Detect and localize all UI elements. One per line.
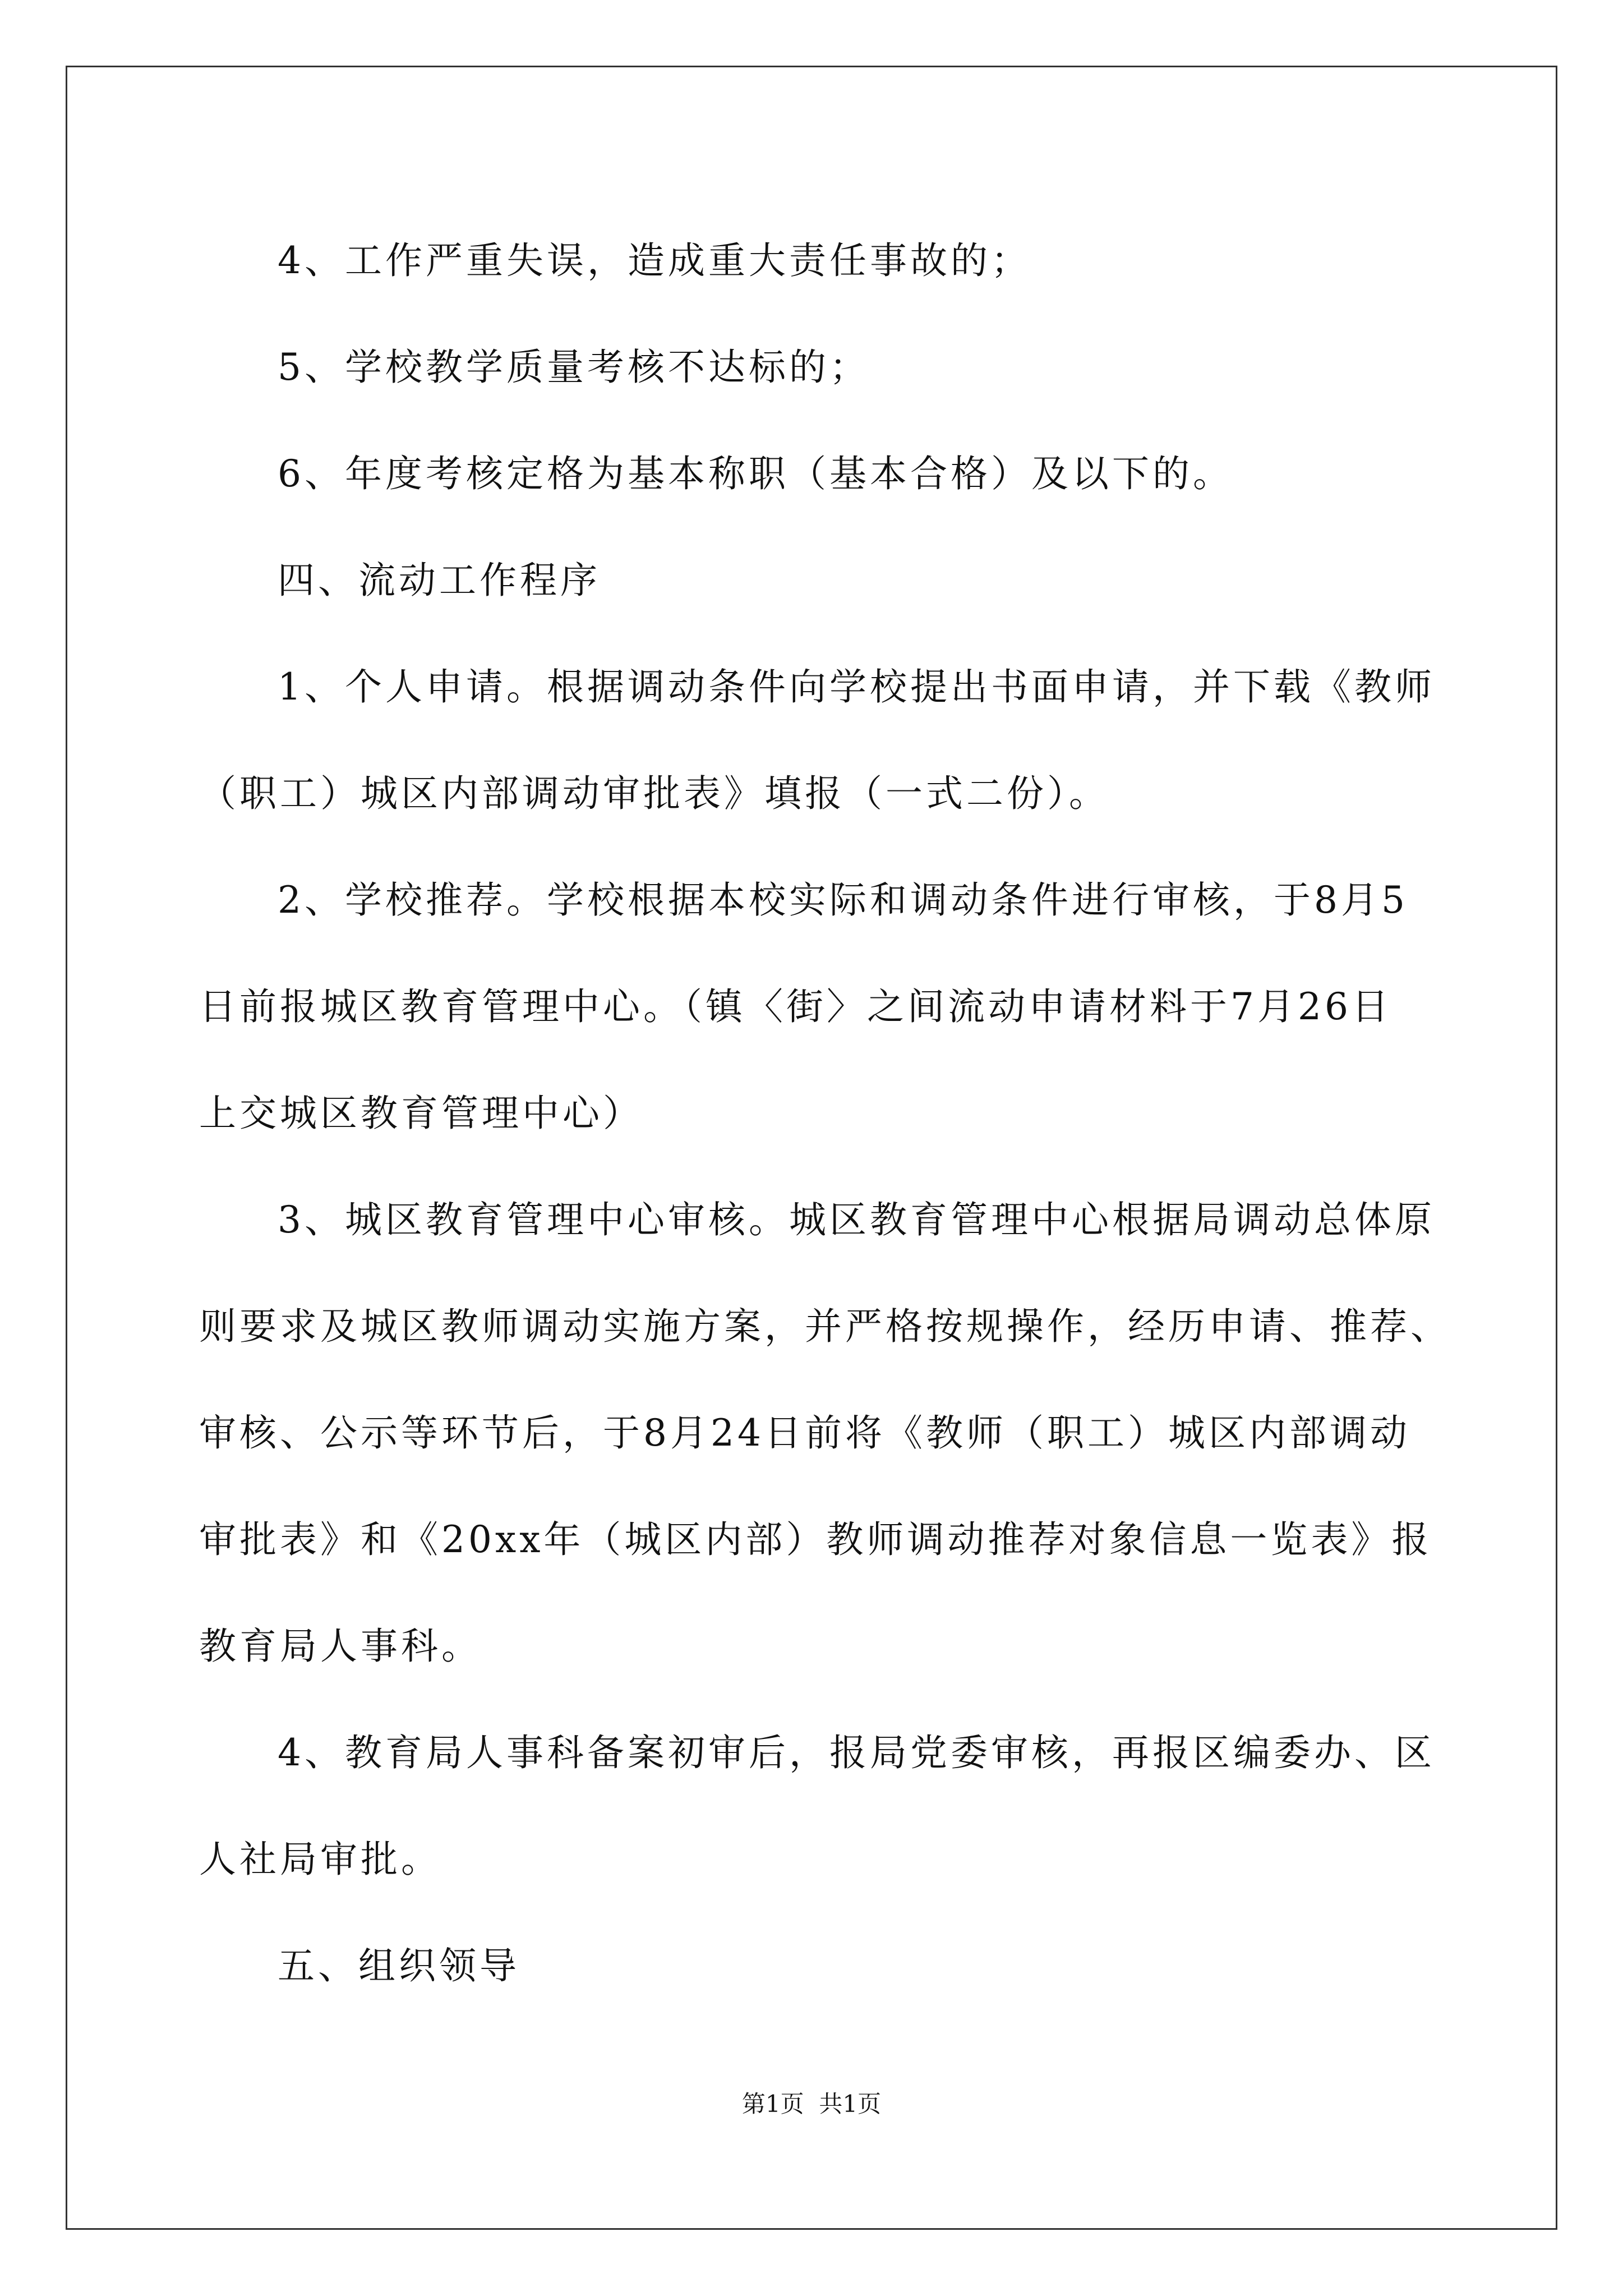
text-line: 2、学校推荐。学校根据本校实际和调动条件进行审核，于8月5 [278, 878, 1408, 922]
text-line: 则要求及城区教师调动实施方案，并严格按规操作，经历申请、推荐、 [199, 1305, 1451, 1348]
text-line: 3、城区教育管理中心审核。城区教育管理中心根据局调动总体原 [278, 1198, 1435, 1241]
text-line: （职工）城区内部调动审批表》填报（一式二份）。 [199, 772, 1109, 815]
section-heading: 四、流动工作程序 [278, 559, 601, 602]
text-line: 5、学校教学质量考核不达标的； [278, 346, 870, 389]
text-line: 1、个人申请。根据调动条件向学校提出书面申请，并下载《教师 [278, 665, 1435, 708]
text-line: 教育局人事科。 [199, 1625, 482, 1668]
section-heading: 五、组织领导 [278, 1944, 520, 1987]
text-line: 审核、公示等环节后，于8月24日前将《教师（职工）城区内部调动 [199, 1411, 1410, 1455]
text-line: 上交城区教育管理中心） [199, 1092, 643, 1135]
text-line: 日前报城区教育管理中心。（镇〈街〉之间流动申请材料于7月26日 [199, 985, 1392, 1028]
text-line: 4、工作严重失误，造成重大责任事故的； [278, 239, 1031, 282]
text-line: 审批表》和《20xx年（城区内部）教师调动推荐对象信息一览表》报 [199, 1518, 1432, 1561]
page-number-footer: 第1页 共1页 [741, 2090, 882, 2118]
text-line: 6、年度考核定格为基本称职（基本合格）及以下的。 [278, 452, 1233, 495]
text-line: 4、教育局人事科备案初审后，报局党委审核，再报区编委办、区 [278, 1731, 1435, 1774]
text-line: 人社局审批。 [199, 1838, 441, 1881]
